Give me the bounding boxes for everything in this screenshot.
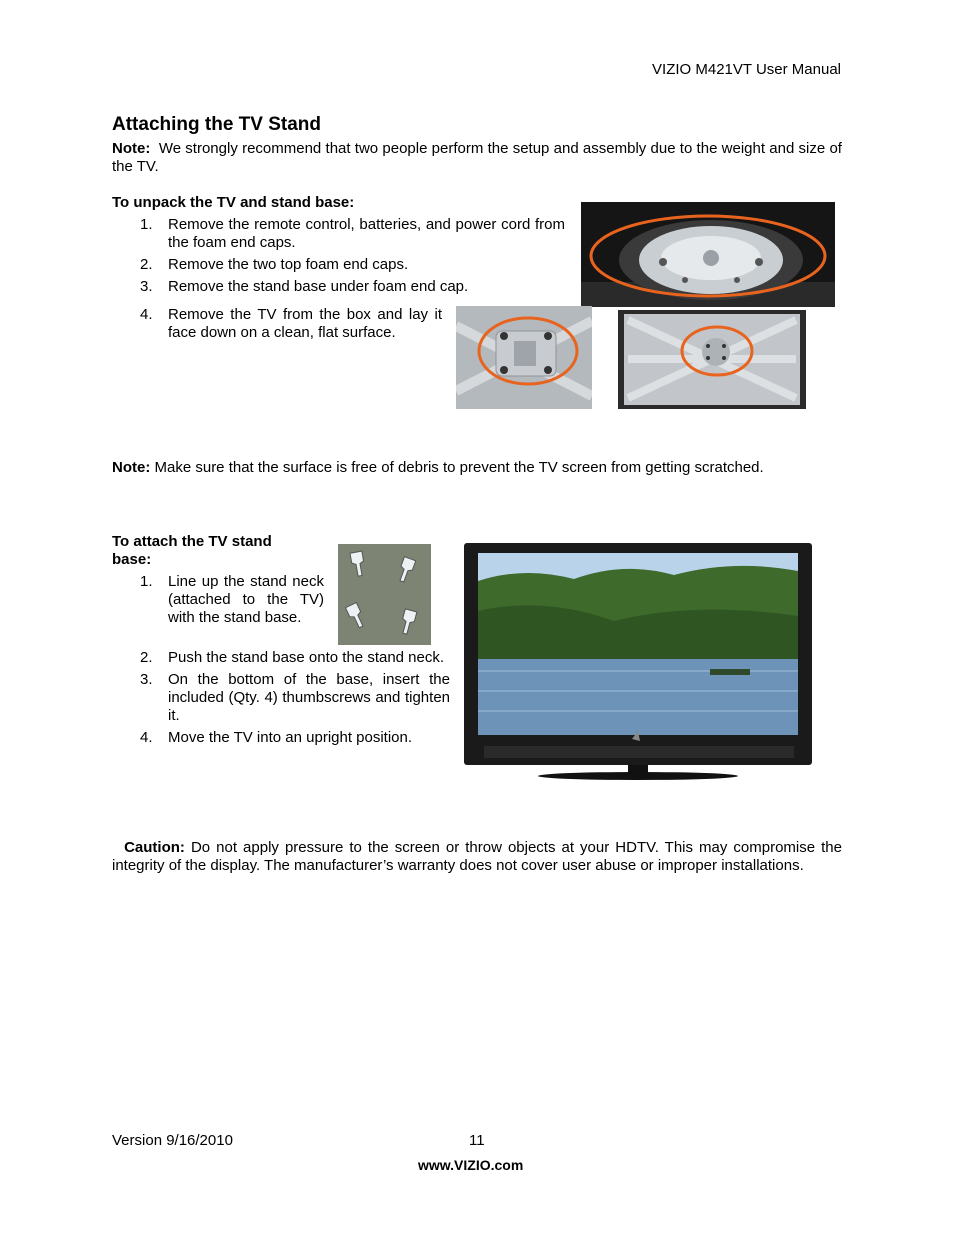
caution-label: Caution: [124,839,185,856]
unpack-heading: To unpack the TV and stand base: [112,194,355,211]
list-item [112,671,450,725]
list-item [112,729,450,747]
manual-title: VIZIO M421VT User Manual [652,61,841,78]
attach-steps-list [112,649,450,751]
step-text: Line up the stand neck (attached to the TV) with the stand base. [168,573,324,626]
step-text: Remove the stand base under foam end cap. [168,278,469,295]
step-text: Remove the TV from the box and lay it face down on a clean, flat surface. [168,306,442,341]
note-text: We strongly recommend that two people perform the setup and assembly due to the weight and size of the TV. [112,140,842,175]
caution-paragraph [112,839,842,875]
step-number: 3. [140,671,153,688]
step-number: 1. [140,573,153,590]
thumbscrews-photo [338,544,431,645]
list-item [112,216,565,252]
step-number: 4. [140,729,153,746]
step-text: Push the stand base onto the stand neck. [168,649,445,666]
attach-heading-line1: To attach the TV stand [112,533,272,550]
step-number: 4. [140,306,153,323]
note-paragraph [112,140,842,176]
attach-heading [112,533,272,569]
caution-text: Do not apply pressure to the screen or throw objects at your HDTV. This may compromise the integrity of the display. The manufacturer’s warranty does not cover user abuse or improper installations. [112,839,842,874]
step-number: 2. [140,256,153,273]
note-text: Make sure that the surface is free of debris to prevent the TV screen from getting scratched. [154,459,764,476]
unpack-step-4 [112,306,442,346]
attach-heading-line2: base: [112,551,152,568]
step-number: 3. [140,278,153,295]
list-item [112,256,565,274]
step-text: Move the TV into an upright position. [168,729,413,746]
note-label: Note: [112,459,151,476]
step-number: 2. [140,649,153,666]
stand-base-foam-photo [581,202,835,307]
surface-note [112,459,842,477]
step-text: Remove the remote control, batteries, and power cord from the foam end caps. [168,216,565,251]
footer-page-number: 11 [469,1132,485,1149]
list-item [112,306,442,342]
tv-back-panel-photo [618,310,806,409]
unpack-steps-list [112,216,565,300]
step-text: On the bottom of the base, insert the included (Qty. 4) thumbscrews and tighten it. [168,671,450,724]
list-item [112,649,450,667]
attach-step-1 [112,573,324,631]
stand-neck-photo [456,306,592,409]
list-item [112,278,565,296]
step-text: Remove the two top foam end caps. [168,256,409,273]
list-item [112,573,324,627]
tv-front-photo [464,541,814,782]
footer-url[interactable]: www.VIZIO.com [418,1157,524,1173]
step-number: 1. [140,216,153,233]
note-label: Note: [112,140,151,157]
footer-version: Version 9/16/2010 [112,1132,233,1149]
section-title: Attaching the TV Stand [112,114,321,135]
